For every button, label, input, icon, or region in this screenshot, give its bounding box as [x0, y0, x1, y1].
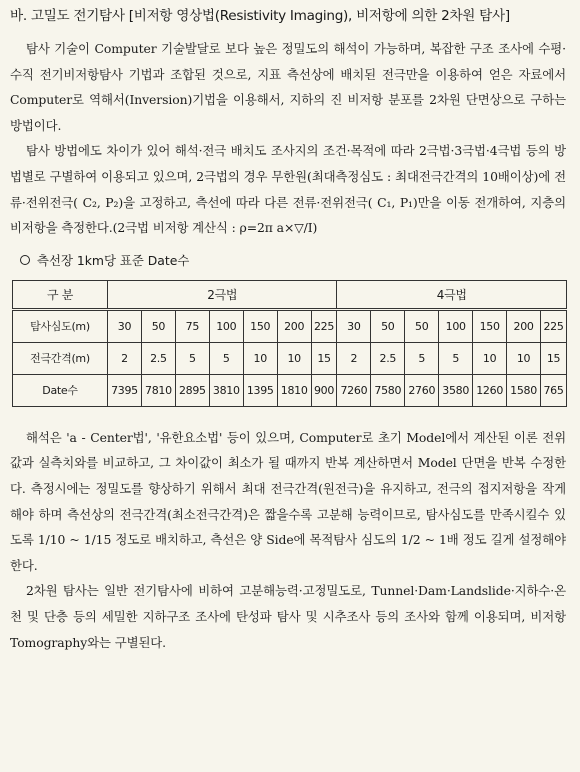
table-cell: 100 — [439, 309, 473, 342]
table-cell: 10 — [473, 342, 507, 374]
table-cell: 765 — [541, 374, 567, 406]
table-cell: 10 — [277, 342, 311, 374]
table-cell: 7580 — [371, 374, 405, 406]
table-cell: 2.5 — [371, 342, 405, 374]
table-cell: 2895 — [175, 374, 209, 406]
table-cell: 5 — [439, 342, 473, 374]
paragraph-overview: 탐사 기술이 Computer 기술발달로 보다 높은 정밀도의 해석이 가능하며, 복잡한 구조 조사에 수평·수직 전기비저항탐사 기법과 조합된 것으로, 지표 측선상에 배치된 전극만을 이용하여 얻은 자료에서 Computer로 역해서(Inversion)기법을 이용해서, 지하의 진 비저항 분포를 2차원 단면상으로 구하는 방법이다. — [10, 41, 566, 133]
table-cell: 7395 — [108, 374, 142, 406]
paragraph-applications: 2차원 탐사는 일반 전기탐사에 비하여 고분해능력·고정밀도로, Tunnel·Dam·Landslide·지하수·온천 및 단층 등의 세밀한 지하구조 조사에 탄성파 탐사 및 시추조사 등의 조사와 함께 이용되며, 비저항 Tomography와는 구별된다. — [10, 583, 566, 650]
table-cell: 7260 — [337, 374, 371, 406]
table-cell: 100 — [209, 309, 243, 342]
table-cell: 50 — [405, 309, 439, 342]
table-cell: 150 — [243, 309, 277, 342]
table-cell: 900 — [311, 374, 337, 406]
table-cell: 2 — [337, 342, 371, 374]
table-row-spacing — [13, 342, 567, 374]
table-cell: 10 — [243, 342, 277, 374]
table-cell: 2 — [108, 342, 142, 374]
table-cell: 7810 — [141, 374, 175, 406]
table-cell: 225 — [311, 309, 337, 342]
table-cell: 1260 — [473, 374, 507, 406]
table-cell: 15 — [541, 342, 567, 374]
header-label-cell: 구 분 — [13, 280, 108, 309]
header-4pole-cell: 4극법 — [337, 280, 567, 309]
table-cell: 225 — [541, 309, 567, 342]
table-cell: 30 — [108, 309, 142, 342]
table-cell: 2.5 — [141, 342, 175, 374]
table-cell: 150 — [473, 309, 507, 342]
row-label: 전극간격(m) — [13, 342, 108, 374]
row-label: Date수 — [13, 374, 108, 406]
table-cell: 5 — [405, 342, 439, 374]
table-row-depth — [13, 309, 567, 342]
table-cell: 75 — [175, 309, 209, 342]
table-cell: 200 — [277, 309, 311, 342]
table-header-row — [13, 280, 567, 309]
paragraph-analysis: 해석은 'a - Center법', '유한요소법' 등이 있으며, Computer로 초기 Model에서 계산된 이론 전위값과 실측치와를 비교하고, 그 차이값이 최소가 될 때까지 반복 계산하면서 Model 단면을 반복 수정한다. 측정시에는 정밀도를 향상하기 위해서 최대 전극간격(원전극)을 유지하고, 전극의 접지저항을 작게 해야 하며 측선상의 전극간격(최소전극간격)은 짧을수록 고분해 능력이므로, 탐사심도를 만족시킬수 있도록 1/10 ~ 1/15 정도로 배치하고, 측선은 양 Side에 목적탐사 심도의 1/2 ~ 1배 정도 길게 설정해야 한다. — [10, 429, 566, 573]
table-cell: 30 — [337, 309, 371, 342]
table-cell: 50 — [141, 309, 175, 342]
table-cell: 5 — [209, 342, 243, 374]
table-caption-text: 측선장 1km당 표준 Date수 — [37, 252, 190, 268]
table-cell: 50 — [371, 309, 405, 342]
standard-data-count-table — [12, 280, 567, 407]
table-cell: 5 — [175, 342, 209, 374]
row-label: 탐사심도(m) — [13, 309, 108, 342]
table-cell: 10 — [507, 342, 541, 374]
table-cell: 200 — [507, 309, 541, 342]
table-cell: 1395 — [243, 374, 277, 406]
table-cell: 15 — [311, 342, 337, 374]
circle-bullet-icon — [20, 255, 30, 265]
table-caption — [20, 251, 566, 271]
table-cell: 1580 — [507, 374, 541, 406]
table-cell: 1810 — [277, 374, 311, 406]
header-2pole-cell: 2극법 — [108, 280, 337, 309]
table-row-data-count — [13, 374, 567, 406]
table-cell: 3810 — [209, 374, 243, 406]
table-cell: 2760 — [405, 374, 439, 406]
table-cell: 3580 — [439, 374, 473, 406]
section-heading: 바. 고밀도 전기탐사 [비저항 영상법(Resistivity Imaging), 비저항에 의한 2차원 탐사] — [10, 8, 510, 24]
paragraph-methods: 탐사 방법에도 차이가 있어 해석·전극 배치도 조사지의 조건·목적에 따라 2극법·3극법·4극법 등의 방법별로 구별하여 이용되고 있으며, 2극법의 경우 무한원(최대측정심도 : 최대전극간격의 10배이상)에 전류·전위전극( C₂, P₂)을 고정하고, 측선에 따라 다른 전류·전위전극( C₁, P₁)만을 이동 전개하여, 지층의 비저항을 측정한다.(2극법 비저항 계산식 : ρ=2π a×▽/I) — [10, 143, 566, 236]
